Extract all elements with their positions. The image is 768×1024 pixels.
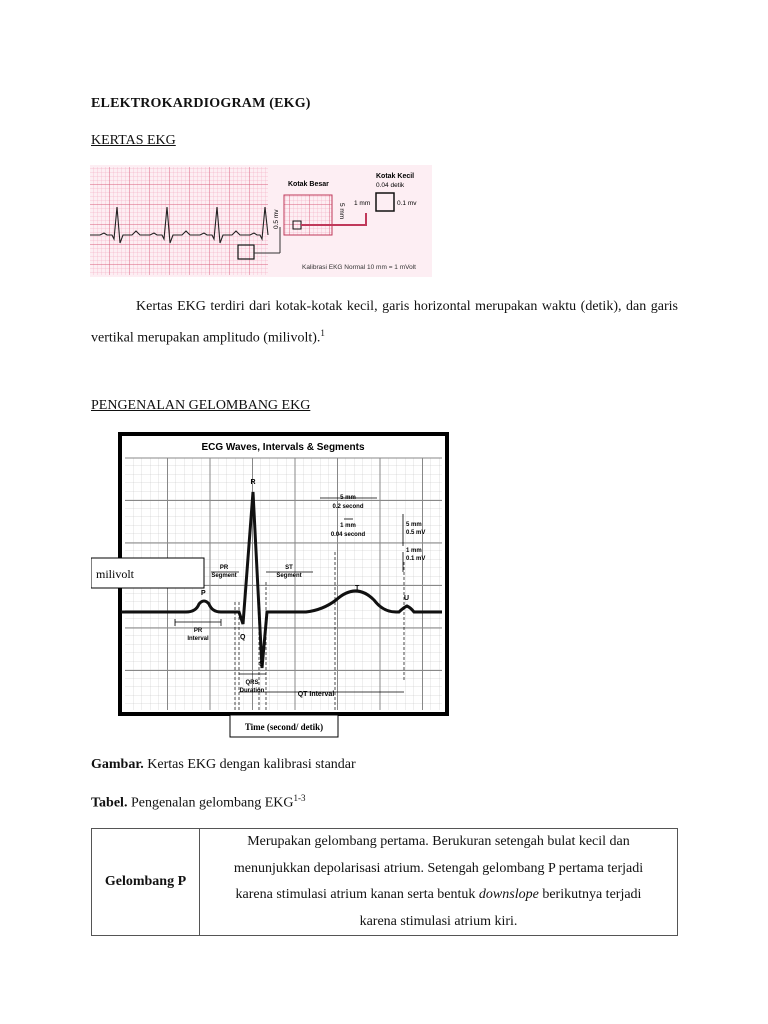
ecg-waves-figure (91, 432, 451, 740)
table-caption-bold: Tabel. (91, 795, 128, 811)
footnote-ref: 1 (320, 328, 325, 338)
table-row (92, 829, 678, 936)
grid-01mv-label: 0.1 mV (406, 556, 426, 562)
half-mv-label: 0.5 mv (273, 209, 280, 229)
line3-part-b: berikutnya terjadi (538, 887, 642, 902)
paragraph-kertas-ekg (91, 294, 678, 352)
five-mm-label: 5 mm (338, 203, 345, 220)
line3-part-a: karena stimulasi atrium kanan serta bentuk (235, 887, 479, 902)
st-segment-label-2: Segment (276, 573, 302, 579)
kotak-besar-box (284, 195, 332, 235)
wave-label-p: P (201, 590, 206, 597)
description-line-1: Merupakan gelombang pertama. Berukuran setengah bulat kecil dan (247, 834, 630, 849)
grid-02sec-label: 0.2 second (332, 504, 364, 510)
caption-bold: Gambar. (91, 757, 144, 772)
wave-label-r: R (250, 479, 256, 486)
ekg-paper-figure (90, 165, 432, 277)
table-caption (91, 793, 305, 812)
grid-1mm-label: 1 mm (340, 523, 356, 529)
one-mm-label: 1 mm (354, 200, 371, 207)
description-line-4: karena stimulasi atrium kiri. (359, 913, 518, 929)
table-caption-sup: 1-3 (293, 793, 306, 803)
pr-interval-label: PR (193, 628, 203, 634)
grid-v5mm-label: 5 mm (406, 522, 422, 528)
description-line-2: menunjukkan depolarisasi atrium. Setengah gelombang P pertama terjadi (233, 860, 644, 876)
figure-caption (91, 757, 356, 773)
table-header-cell: Gelombang P (92, 829, 200, 936)
time-axis-label: Time (second/ detik) (244, 722, 324, 732)
qt-interval-label: QT Interval (297, 691, 335, 698)
table-description-cell (200, 829, 678, 936)
waves-table (91, 828, 678, 936)
description-line-3 (206, 882, 671, 909)
section-heading-kertas-ekg: KERTAS EKG (91, 133, 176, 148)
qrs-duration-label: QRS (245, 680, 259, 686)
grid-05mv-label: 0.5 mV (406, 530, 426, 536)
pr-interval-label-2: Interval (187, 636, 209, 642)
grid-v1mm-label: 1 mm (406, 548, 422, 554)
point-one-mv-label: 0.1 mv (397, 200, 417, 207)
wave-label-u: U (404, 595, 410, 602)
kecil-time-label: 0.04 detik (376, 182, 405, 189)
section-heading-pengenalan: PENGENALAN GELOMBANG EKG (91, 398, 311, 413)
table-caption-text: Pengenalan gelombang EKG (127, 795, 294, 811)
caption-text: Kertas EKG dengan kalibrasi standar (143, 757, 356, 772)
grid-5mm-label: 5 mm (340, 495, 356, 501)
milivolt-label: milivolt (96, 567, 135, 581)
pr-segment-label-2: Segment (211, 573, 237, 579)
qrs-duration-label-2: Duration (239, 688, 265, 694)
wave-label-t: T (355, 585, 360, 592)
wave-label-s: S (259, 661, 264, 668)
pr-segment-label: PR (219, 565, 229, 571)
line3-italic: downslope (478, 887, 539, 902)
paragraph-text: Kertas EKG terdiri dari kotak-kotak kecil, garis horizontal merupakan waktu (detik), dan garis vertikal merupakan amplitudo (milivolt). (91, 299, 678, 346)
wave-label-q: Q (240, 634, 246, 641)
kotak-kecil-label: Kotak Kecil (376, 173, 415, 180)
kotak-besar-label: Kotak Besar (288, 181, 329, 188)
ecg-figure-title: ECG Waves, Intervals & Segments (201, 442, 365, 453)
grid-004sec-label: 0.04 second (330, 532, 366, 538)
document-title: ELEKTROKARDIOGRAM (EKG) (91, 96, 311, 111)
kalibrasi-label: Kalibrasi EKG Normal 10 mm = 1 mVolt (302, 264, 416, 271)
st-segment-label: ST (285, 565, 293, 571)
